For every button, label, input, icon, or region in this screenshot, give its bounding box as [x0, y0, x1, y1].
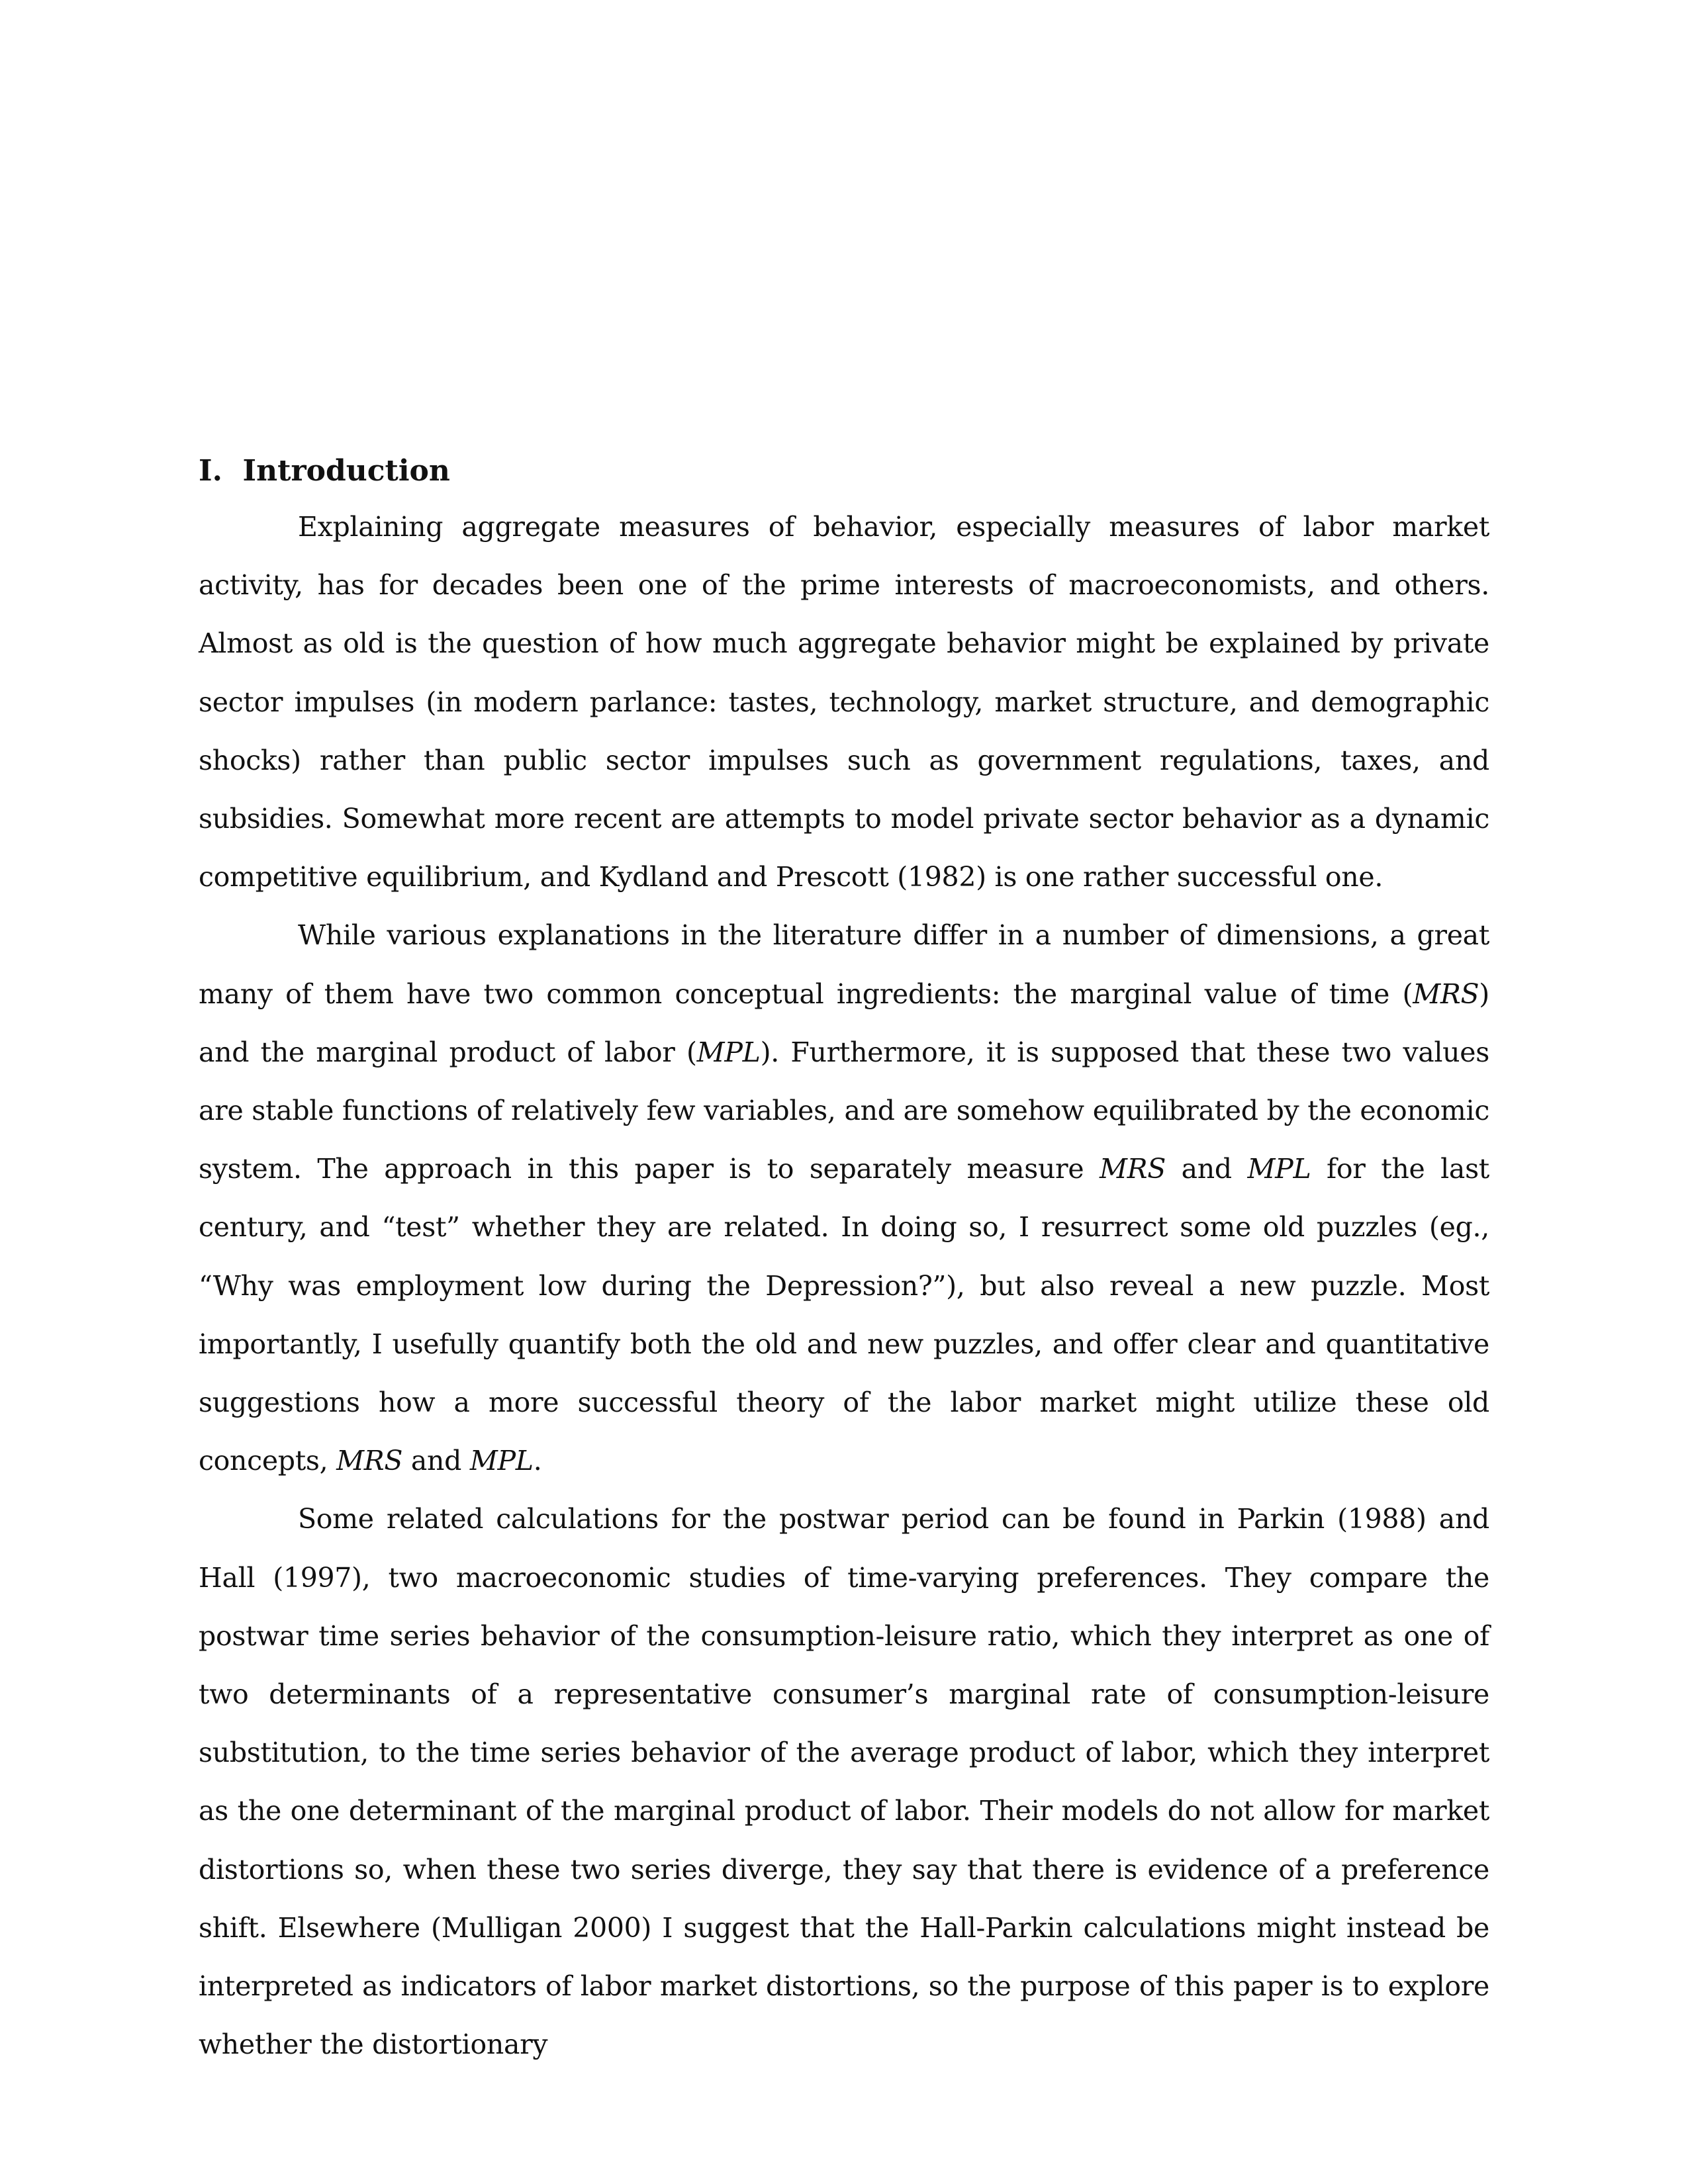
- paragraph-2-text: ). Furthermore, it is supposed that these two values are stable functions of relatively few variables, and are somehow equilibrated by the economic system. The approach in this paper is to separately measure: [199, 1036, 1489, 1185]
- section-heading: [199, 445, 450, 498]
- paper-page: [199, 0, 1489, 2184]
- mrs-term: MRS: [1099, 1153, 1166, 1185]
- paragraph-1: Explaining aggregate measures of behavior, especially measures of labor market activity, has for decades been one of the prime interests of macroeconomists, and others. Almost as old is the question of how much aggregate behavior might be explained by private sector impulses (in modern parlance: tastes, technology, market structure, and demographic shocks) rather than public sector impulses such as government regulations, taxes, and subsidies. Somewhat more recent are attempts to model private sector behavior as a dynamic competitive equilibrium, and Kydland and Prescott (1982) is one rather successful one.: [199, 511, 1489, 893]
- paragraph-2: [199, 906, 1489, 1490]
- paragraph-2-text: and: [402, 1445, 470, 1477]
- mpl-term: MPL: [469, 1445, 534, 1477]
- paragraph-2-text: ) and the marginal product of labor (: [199, 978, 1489, 1068]
- paragraph-2-text: .: [533, 1445, 542, 1477]
- paragraph-3: Some related calculations for the postwar period can be found in Parkin (1988) and Hall (1997), two macroeconomic studies of time-varying preferences. They compare the postwar time series behavior of the consumption-leisure ratio, which they interpret as one of two determinants of a representative consumer’s marginal rate of consumption-leisure substitution, to the time series behavior of the average product of labor, which they interpret as the one determinant of the marginal product of labor. Their models do not allow for market distortions so, when these two series diverge, they say that there is evidence of a preference shift. Elsewhere (Mulligan 2000) I suggest that the Hall-Parkin calculations might instead be interpreted as indicators of labor market distortions, so the purpose of this paper is to explore whether the distortionary: [199, 1503, 1489, 2061]
- mrs-term: MRS: [1413, 978, 1479, 1010]
- paragraph-2-text: While various explanations in the literature differ in a number of dimensions, a great many of them have two common conceptual ingredients: the marginal value of time (: [199, 919, 1489, 1010]
- mrs-term: MRS: [336, 1445, 403, 1477]
- section-title: Introduction: [242, 454, 450, 488]
- mpl-term: MPL: [696, 1036, 761, 1068]
- paragraph-2-text: and: [1166, 1153, 1248, 1185]
- paragraph-2-text: for the last century, and “test” whether they are related. In doing so, I resurrect some old puzzles (eg., “Why was employment low during the Depression?”), but also reveal a new puzzle. Most importantly, I usefully quantify both the old and new puzzles, and offer clear and quantitative suggestions how a more successful theory of the labor market might utilize these old concepts,: [199, 1153, 1489, 1477]
- section-body: [199, 498, 1489, 2073]
- section-number: I.: [199, 454, 222, 488]
- mpl-term: MPL: [1247, 1153, 1311, 1185]
